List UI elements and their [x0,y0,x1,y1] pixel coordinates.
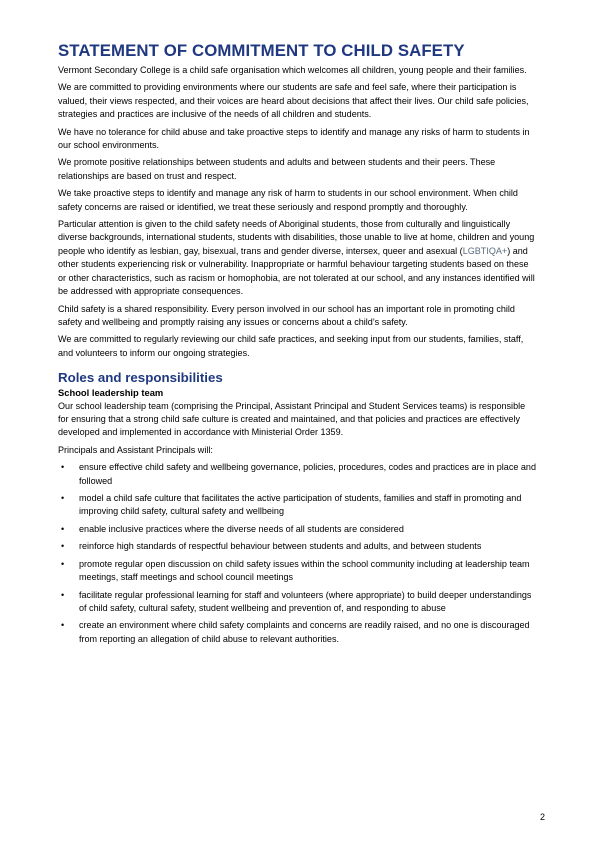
bullet-icon: • [61,462,65,473]
list-item [58,492,538,519]
list-item [58,558,538,585]
list-item-text: ensure effective child safety and wellbeing governance, policies, procedures, codes and practices are in place and followed [79,462,536,486]
list-item [58,461,538,488]
bullet-icon: • [61,541,65,552]
page-content [58,41,538,650]
intro-paragraph: We have no tolerance for child abuse and take proactive steps to identify and manage any risks of harm to students in our school environments. [58,126,530,151]
list-item-text: enable inclusive practices where the diverse needs of all students are considered [79,523,404,534]
lgbtiqa-term: LGBTIQA+ [462,245,508,256]
bullet-icon: • [61,558,65,569]
list-item-text: reinforce high standards of respectful behaviour between students and adults, and between students [79,541,482,552]
bullet-icon: • [61,620,65,631]
intro-paragraph: We take proactive steps to identify and manage any risk of harm to students in our school environment. When child safety concerns are raised or identified, we treat these seriously and respond promptly and thoroughly. [58,188,518,212]
page-number: 2 [539,812,545,822]
page-title: STATEMENT OF COMMITMENT TO CHILD SAFETY [58,41,465,60]
intro-paragraph: We are committed to providing environments where our students are safe and feel safe, where their participation is valued, their views respected, and their voices are heard about decisions that affect their lives. Our child safe policies, strategies and practices are inclusive of the needs of all children and students. [58,82,529,120]
closing-paragraph: Child safety is a shared responsibility. Every person involved in our school has an important role in promoting child safety and wellbeing and promptly raising any issues or concerns about a child’s safety. [58,303,515,327]
principals-lead-in: Principals and Assistant Principals will: [58,444,213,455]
list-item [58,589,538,616]
list-item-text: create an environment where child safety complaints and concerns are readily raised, and no one is discouraged from reporting an allegation of child abuse to relevant authorities. [79,620,530,644]
list-item [58,619,538,646]
list-item-text: facilitate regular professional learning for staff and volunteers (where appropriate) to build deeper understandings of child safety, cultural safety, student wellbeing and prevention of, and responding to abuse [79,589,532,613]
particular-attention-paragraph [58,218,538,298]
paragraph-text: Particular attention is given to the child safety needs of Aboriginal students, those from culturally and linguistically diverse backgrounds, international students, students with disabilities, those unable to live at home, children and young people who identify as lesbian, gay, bisexual, trans and gender diverse, intersex, queer and asexual ( [58,219,535,256]
bullet-icon: • [61,493,65,504]
bullet-icon: • [61,589,65,600]
list-item [58,523,538,536]
intro-paragraph: We promote positive relationships between students and adults and between students and their peers. These relationships are based on trust and respect. [58,157,496,181]
list-item-text: promote regular open discussion on child safety issues within the school community including at leadership team meetings, staff meetings and school council meetings [79,558,530,583]
leadership-paragraph: Our school leadership team (comprising the Principal, Assistant Principal and Student Services teams) is responsible for ensuring that a strong child safe culture is created and maintained, and that policies and practices are effectively developed and implemented in accordance with Ministerial Order 1359. [58,400,526,438]
leadership-subheading: School leadership team [58,387,164,399]
responsibilities-list [58,461,538,646]
bullet-icon: • [61,523,65,534]
list-item-text: model a child safe culture that facilitates the active participation of students, families and staff in promoting and improving child safety, cultural safety and wellbeing [79,493,522,517]
closing-paragraph: We are committed to regularly reviewing our child safe practices, and seeking input from our students, families, staff, and volunteers to inform our ongoing strategies. [58,334,524,358]
paragraph-text: ) and other students experiencing risk or vulnerability. Inappropriate or harmful behaviour targeting students based on these or other characteristics, such as racism or homophobia, are not tolerated at our school, and any instances identified will be addressed with appropriate consequences. [58,245,535,297]
roles-heading: Roles and responsibilities [58,370,223,386]
list-item [58,540,538,553]
intro-paragraph: Vermont Secondary College is a child safe organisation which welcomes all children, young people and their families. [58,65,527,75]
